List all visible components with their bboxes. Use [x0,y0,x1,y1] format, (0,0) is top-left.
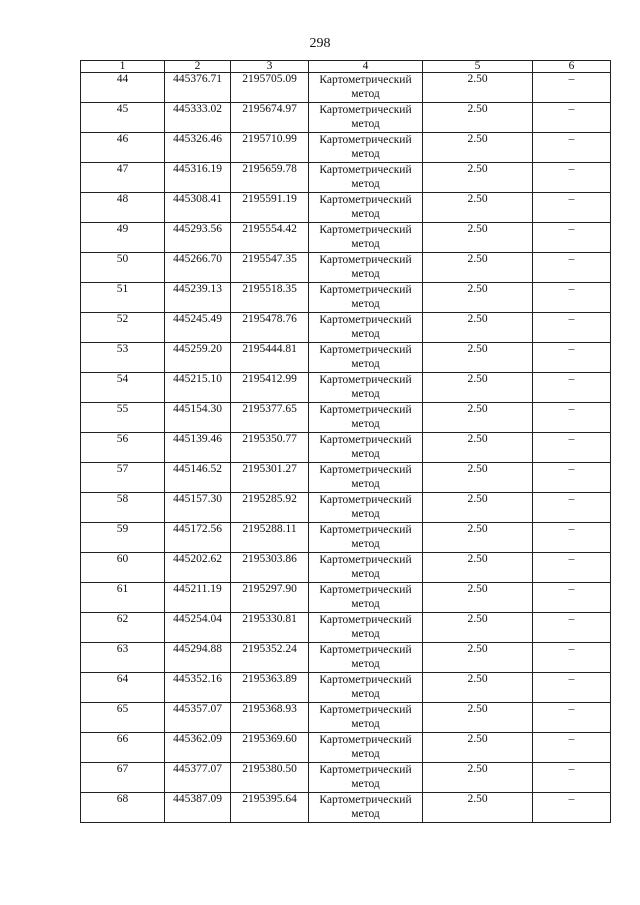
accuracy-cell: 2.50 [423,733,533,763]
method-cell: Картометрический метод [309,133,423,163]
x-coordinate-cell: 445352.16 [165,673,231,703]
note-cell: – [533,733,611,763]
method-cell: Картометрический метод [309,103,423,133]
y-coordinate-cell: 2195547.35 [231,253,309,283]
method-cell: Картометрический метод [309,613,423,643]
column-header: 4 [309,61,423,73]
table-row [81,793,611,823]
column-header: 5 [423,61,533,73]
accuracy-cell: 2.50 [423,793,533,823]
accuracy-cell: 2.50 [423,493,533,523]
point-number-cell: 59 [81,523,165,553]
method-cell: Картометрический метод [309,523,423,553]
note-cell: – [533,373,611,403]
table-row [81,643,611,673]
method-cell: Картометрический метод [309,493,423,523]
x-coordinate-cell: 445154.30 [165,403,231,433]
accuracy-cell: 2.50 [423,193,533,223]
y-coordinate-cell: 2195352.24 [231,643,309,673]
table-row [81,373,611,403]
note-cell: – [533,253,611,283]
method-cell: Картометрический метод [309,343,423,373]
accuracy-cell: 2.50 [423,523,533,553]
table-row [81,103,611,133]
accuracy-cell: 2.50 [423,433,533,463]
point-number-cell: 62 [81,613,165,643]
accuracy-cell: 2.50 [423,313,533,343]
note-cell: – [533,433,611,463]
method-cell: Картометрический метод [309,313,423,343]
table-row [81,403,611,433]
table-row [81,193,611,223]
point-number-cell: 63 [81,643,165,673]
x-coordinate-cell: 445294.88 [165,643,231,673]
method-cell: Картометрический метод [309,433,423,463]
note-cell: – [533,403,611,433]
x-coordinate-cell: 445254.04 [165,613,231,643]
x-coordinate-cell: 445376.71 [165,73,231,103]
accuracy-cell: 2.50 [423,553,533,583]
point-number-cell: 57 [81,463,165,493]
table-row [81,673,611,703]
table-row [81,553,611,583]
point-number-cell: 52 [81,313,165,343]
table-row [81,613,611,643]
y-coordinate-cell: 2195674.97 [231,103,309,133]
x-coordinate-cell: 445357.07 [165,703,231,733]
method-cell: Картометрический метод [309,283,423,313]
point-number-cell: 46 [81,133,165,163]
y-coordinate-cell: 2195303.86 [231,553,309,583]
point-number-cell: 50 [81,253,165,283]
table-row [81,433,611,463]
method-cell: Картометрический метод [309,73,423,103]
x-coordinate-cell: 445259.20 [165,343,231,373]
y-coordinate-cell: 2195554.42 [231,223,309,253]
note-cell: – [533,283,611,313]
method-cell: Картометрический метод [309,793,423,823]
table-row [81,223,611,253]
table-row [81,703,611,733]
x-coordinate-cell: 445387.09 [165,793,231,823]
y-coordinate-cell: 2195380.50 [231,763,309,793]
note-cell: – [533,583,611,613]
y-coordinate-cell: 2195363.89 [231,673,309,703]
point-number-cell: 60 [81,553,165,583]
table-header-row [81,61,611,73]
point-number-cell: 58 [81,493,165,523]
point-number-cell: 68 [81,793,165,823]
table-row [81,733,611,763]
note-cell: – [533,673,611,703]
y-coordinate-cell: 2195518.35 [231,283,309,313]
accuracy-cell: 2.50 [423,373,533,403]
table-row [81,163,611,193]
accuracy-cell: 2.50 [423,103,533,133]
y-coordinate-cell: 2195478.76 [231,313,309,343]
point-number-cell: 48 [81,193,165,223]
point-number-cell: 44 [81,73,165,103]
note-cell: – [533,793,611,823]
point-number-cell: 64 [81,673,165,703]
point-number-cell: 66 [81,733,165,763]
x-coordinate-cell: 445316.19 [165,163,231,193]
y-coordinate-cell: 2195710.99 [231,133,309,163]
y-coordinate-cell: 2195285.92 [231,493,309,523]
x-coordinate-cell: 445157.30 [165,493,231,523]
method-cell: Картометрический метод [309,373,423,403]
method-cell: Картометрический метод [309,733,423,763]
table-row [81,523,611,553]
note-cell: – [533,493,611,523]
table-row [81,283,611,313]
accuracy-cell: 2.50 [423,403,533,433]
note-cell: – [533,133,611,163]
x-coordinate-cell: 445239.13 [165,283,231,313]
method-cell: Картометрический метод [309,673,423,703]
accuracy-cell: 2.50 [423,643,533,673]
accuracy-cell: 2.50 [423,133,533,163]
point-number-cell: 53 [81,343,165,373]
table-row [81,253,611,283]
method-cell: Картометрический метод [309,763,423,793]
point-number-cell: 45 [81,103,165,133]
point-number-cell: 56 [81,433,165,463]
method-cell: Картометрический метод [309,163,423,193]
accuracy-cell: 2.50 [423,163,533,193]
note-cell: – [533,523,611,553]
table-row [81,313,611,343]
point-number-cell: 54 [81,373,165,403]
y-coordinate-cell: 2195412.99 [231,373,309,403]
method-cell: Картометрический метод [309,553,423,583]
method-cell: Картометрический метод [309,643,423,673]
x-coordinate-cell: 445326.46 [165,133,231,163]
table-row [81,463,611,493]
y-coordinate-cell: 2195297.90 [231,583,309,613]
note-cell: – [533,193,611,223]
point-number-cell: 51 [81,283,165,313]
y-coordinate-cell: 2195301.27 [231,463,309,493]
method-cell: Картометрический метод [309,253,423,283]
accuracy-cell: 2.50 [423,703,533,733]
y-coordinate-cell: 2195369.60 [231,733,309,763]
x-coordinate-cell: 445211.19 [165,583,231,613]
y-coordinate-cell: 2195330.81 [231,613,309,643]
x-coordinate-cell: 445215.10 [165,373,231,403]
point-number-cell: 65 [81,703,165,733]
page-number: 298 [309,36,331,51]
y-coordinate-cell: 2195395.64 [231,793,309,823]
coordinates-table [80,60,611,823]
point-number-cell: 49 [81,223,165,253]
note-cell: – [533,643,611,673]
table-row [81,493,611,523]
note-cell: – [533,103,611,133]
note-cell: – [533,223,611,253]
method-cell: Картометрический метод [309,193,423,223]
y-coordinate-cell: 2195444.81 [231,343,309,373]
x-coordinate-cell: 445333.02 [165,103,231,133]
note-cell: – [533,163,611,193]
table-row [81,73,611,103]
x-coordinate-cell: 445202.62 [165,553,231,583]
accuracy-cell: 2.50 [423,763,533,793]
note-cell: – [533,763,611,793]
table-row [81,763,611,793]
accuracy-cell: 2.50 [423,343,533,373]
note-cell: – [533,613,611,643]
x-coordinate-cell: 445139.46 [165,433,231,463]
x-coordinate-cell: 445266.70 [165,253,231,283]
table-body [81,73,611,823]
accuracy-cell: 2.50 [423,583,533,613]
method-cell: Картометрический метод [309,223,423,253]
point-number-cell: 67 [81,763,165,793]
x-coordinate-cell: 445245.49 [165,313,231,343]
y-coordinate-cell: 2195368.93 [231,703,309,733]
note-cell: – [533,463,611,493]
column-header: 1 [81,61,165,73]
x-coordinate-cell: 445362.09 [165,733,231,763]
accuracy-cell: 2.50 [423,463,533,493]
method-cell: Картометрический метод [309,703,423,733]
table-row [81,343,611,373]
note-cell: – [533,73,611,103]
point-number-cell: 61 [81,583,165,613]
column-header: 2 [165,61,231,73]
y-coordinate-cell: 2195377.65 [231,403,309,433]
note-cell: – [533,703,611,733]
accuracy-cell: 2.50 [423,673,533,703]
x-coordinate-cell: 445172.56 [165,523,231,553]
point-number-cell: 55 [81,403,165,433]
accuracy-cell: 2.50 [423,613,533,643]
note-cell: – [533,553,611,583]
column-header: 6 [533,61,611,73]
method-cell: Картометрический метод [309,403,423,433]
x-coordinate-cell: 445293.56 [165,223,231,253]
accuracy-cell: 2.50 [423,223,533,253]
table-row [81,583,611,613]
method-cell: Картометрический метод [309,583,423,613]
method-cell: Картометрический метод [309,463,423,493]
column-header: 3 [231,61,309,73]
point-number-cell: 47 [81,163,165,193]
y-coordinate-cell: 2195705.09 [231,73,309,103]
y-coordinate-cell: 2195591.19 [231,193,309,223]
note-cell: – [533,343,611,373]
x-coordinate-cell: 445308.41 [165,193,231,223]
y-coordinate-cell: 2195288.11 [231,523,309,553]
y-coordinate-cell: 2195659.78 [231,163,309,193]
table-row [81,133,611,163]
y-coordinate-cell: 2195350.77 [231,433,309,463]
accuracy-cell: 2.50 [423,253,533,283]
x-coordinate-cell: 445146.52 [165,463,231,493]
accuracy-cell: 2.50 [423,283,533,313]
note-cell: – [533,313,611,343]
x-coordinate-cell: 445377.07 [165,763,231,793]
accuracy-cell: 2.50 [423,73,533,103]
